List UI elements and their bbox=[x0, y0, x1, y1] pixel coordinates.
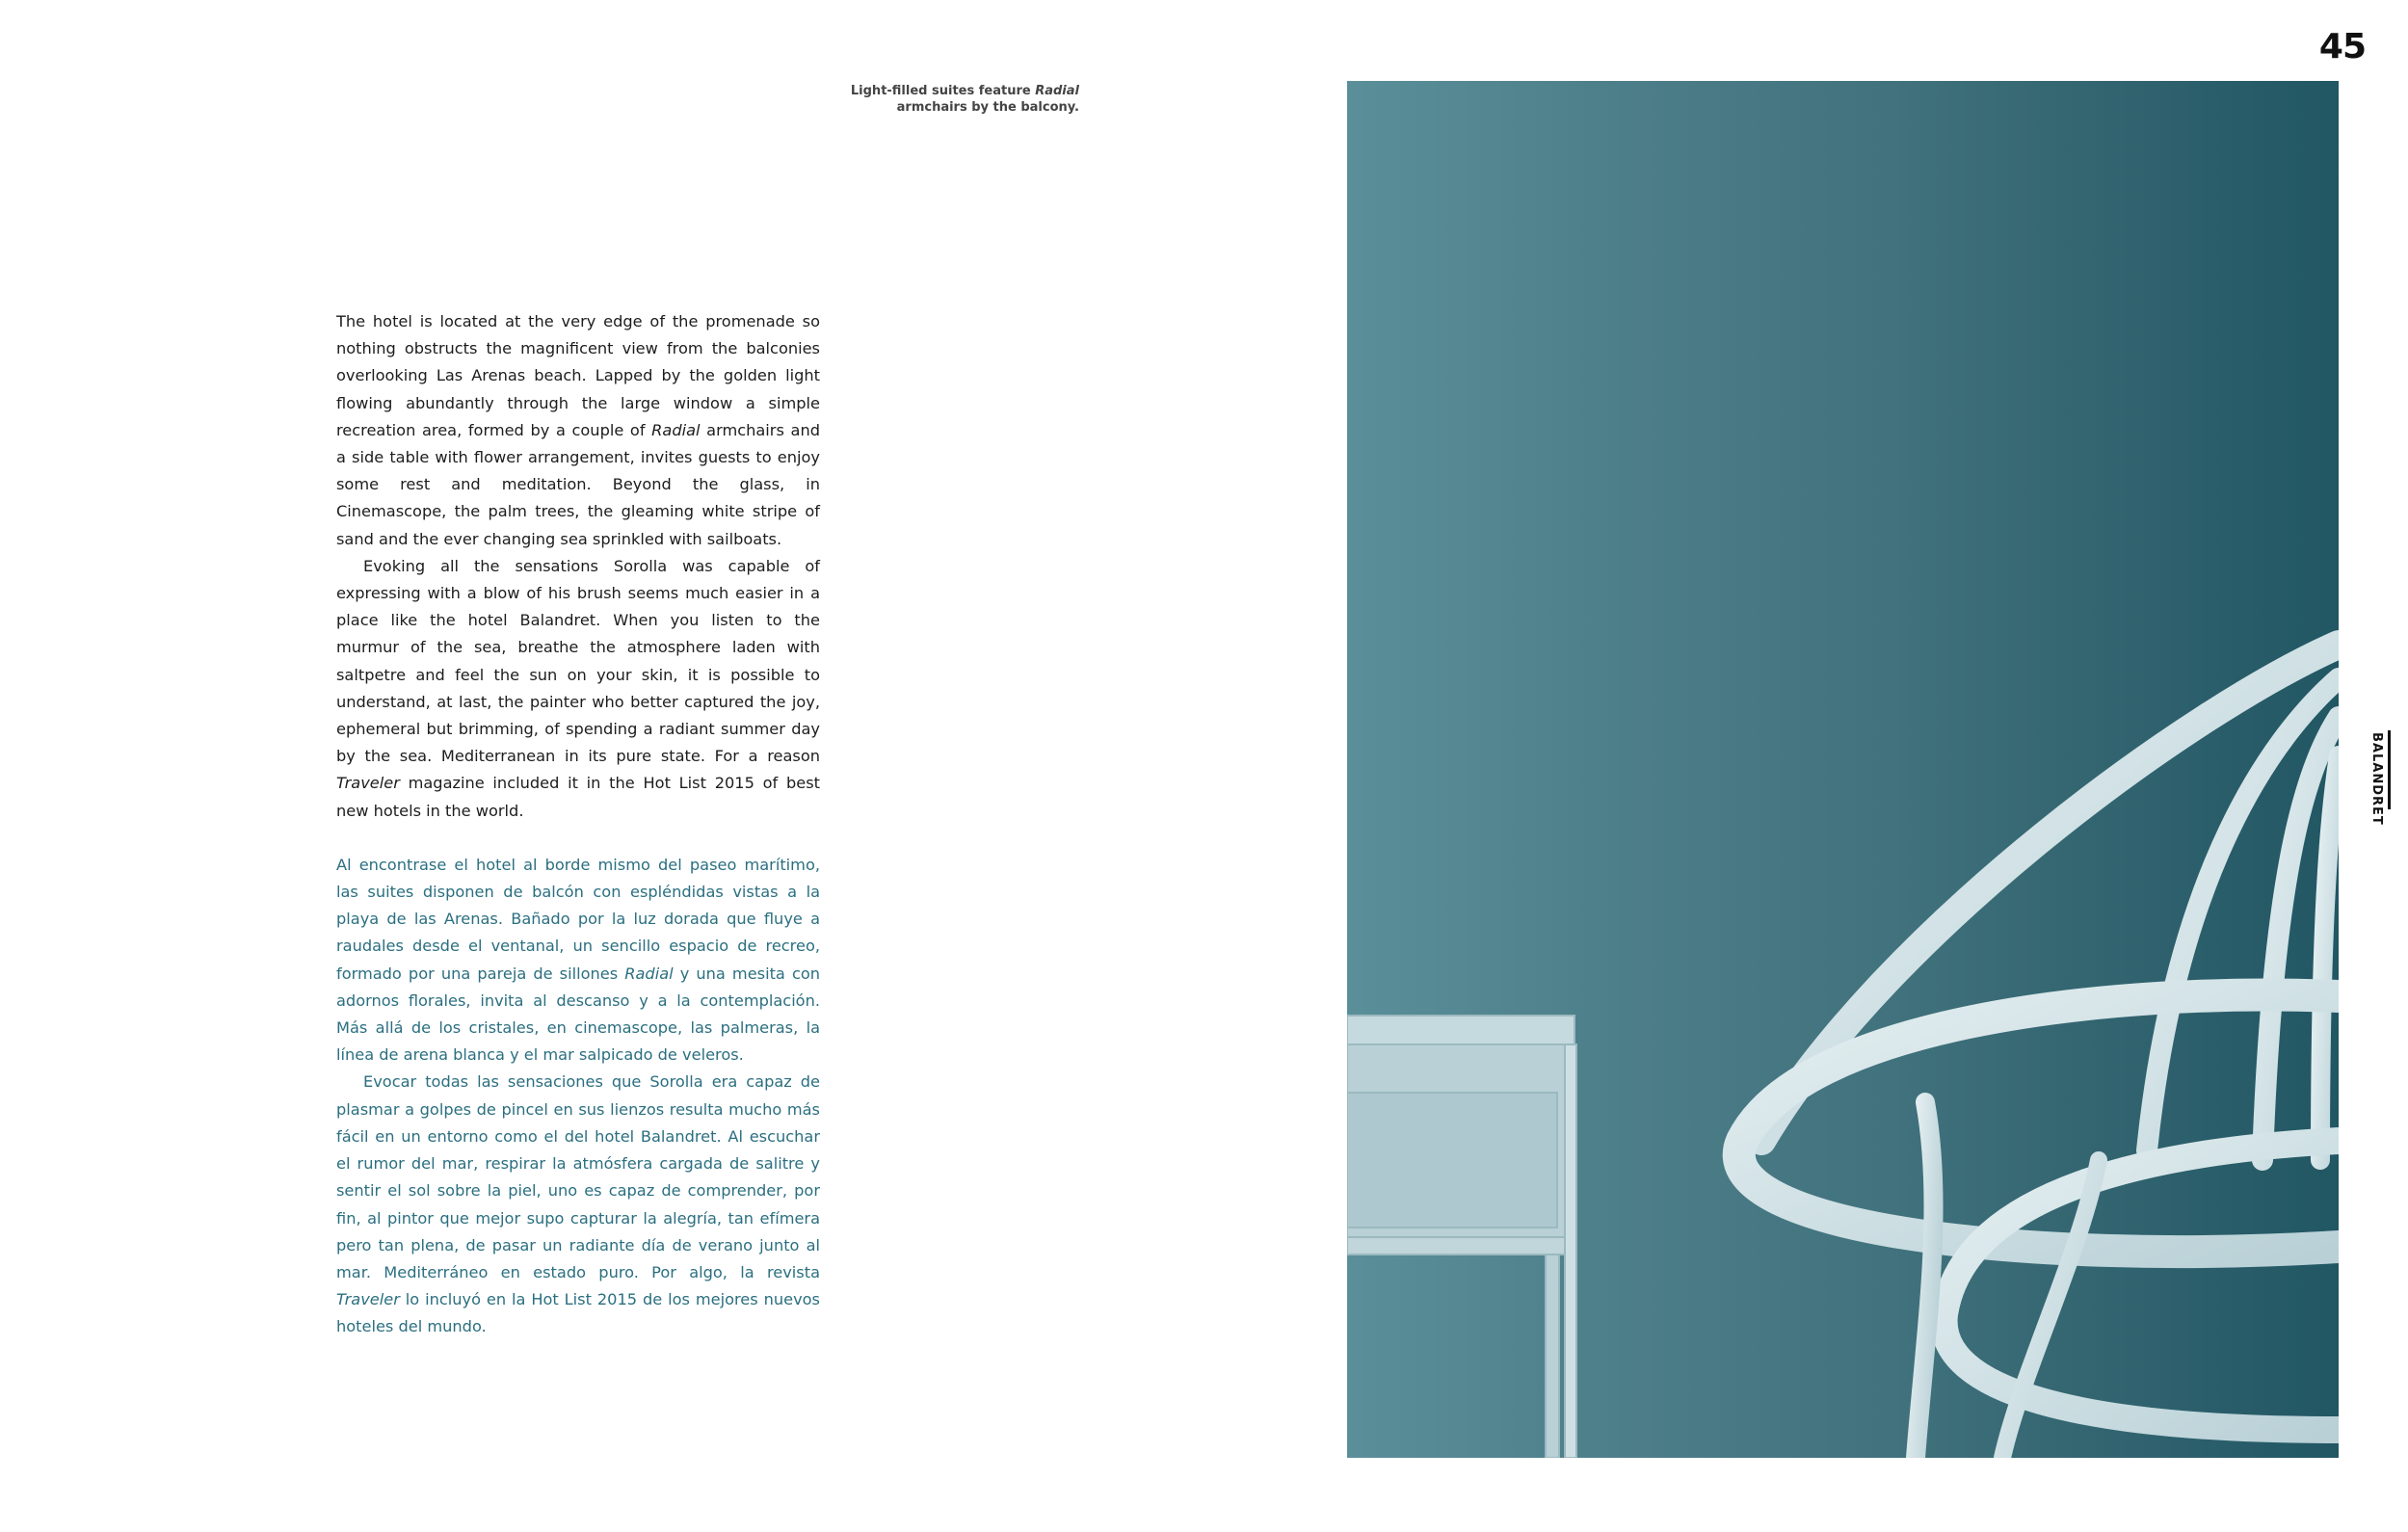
spanish-text bbox=[336, 852, 820, 1341]
photo-caption bbox=[790, 83, 1079, 116]
caption-text-line2: armchairs by the balcony. bbox=[896, 100, 1079, 115]
spanish-paragraph-2: Evocar todas las sensaciones que Sorolla era capaz de plasmar a golpes de pincel en sus lienzos resulta mucho más fácil en un entorno como el del hotel Balandret. Al escuchar el rumor del mar, respirar la atmósfera cargada de salitre y sentir el sol sobre la piel, uno es capaz de comprender, por fin, al pintor que mejor supo capturar la alegría, tan efímera pero tan plena, de pasar un radiante día de verano junto al mar. Mediterráneo en estado puro. Por algo, la revista Traveler lo incluyó en la Hot List 2015 de los mejores nuevos hoteles del mundo. bbox=[336, 1072, 820, 1336]
english-paragraph-2: Evoking all the sensations Sorolla was capable of expressing with a blow of his brush seems much easier in a place like the hotel Balandret. When you listen to the murmur of the sea, breathe the atmosphere laden with saltpetre and feel the sun on your skin, it is possible to understand, at last, the painter who better captured the joy, ephemeral but brimming, of spending a radiant summer day by the sea. Mediterranean in its pure state. For a reason Traveler magazine included it in the Hot List 2015 of best new hotels in the world. bbox=[336, 556, 820, 820]
page-number: 45 bbox=[2318, 27, 2366, 66]
caption-text: Light-filled suites feature bbox=[850, 84, 1036, 98]
armchair-and-side-table-image bbox=[1347, 81, 2339, 1458]
section-label-rule bbox=[2388, 730, 2391, 809]
english-paragraph-1: The hotel is located at the very edge of the promenade so nothing obstructs the magnificent view from the balconies overlooking Las Arenas beach. Lapped by the golden light flowing abundantly through the large window a simple recreation area, formed by a couple of Radial armchairs and a side table with flower arrangement, invites guests to enjoy some rest and meditation. Beyond the glass, in Cinemascope, the palm trees, the gleaming white stripe of sand and the ever changing sea sprinkled with sailboats. bbox=[336, 312, 820, 548]
section-label: BALANDRET bbox=[2369, 732, 2384, 826]
article-body bbox=[336, 308, 820, 1341]
caption-italic: Radial bbox=[1035, 84, 1079, 98]
english-text bbox=[336, 308, 820, 825]
suite-photo bbox=[1347, 81, 2339, 1458]
spanish-paragraph-1: Al encontrase el hotel al borde mismo del paseo marítimo, las suites disponen de balcón con espléndidas vistas a la playa de las Arenas. Bañado por la luz dorada que fluye a raudales desde el ventanal, un sencillo espacio de recreo, formado por una pareja de sillones Radial y una mesita con adornos florales, invita al descanso y a la contemplación. Más allá de los cristales, en cinemascope, las palmeras, la línea de arena blanca y el mar salpicado de veleros. bbox=[336, 855, 821, 1065]
